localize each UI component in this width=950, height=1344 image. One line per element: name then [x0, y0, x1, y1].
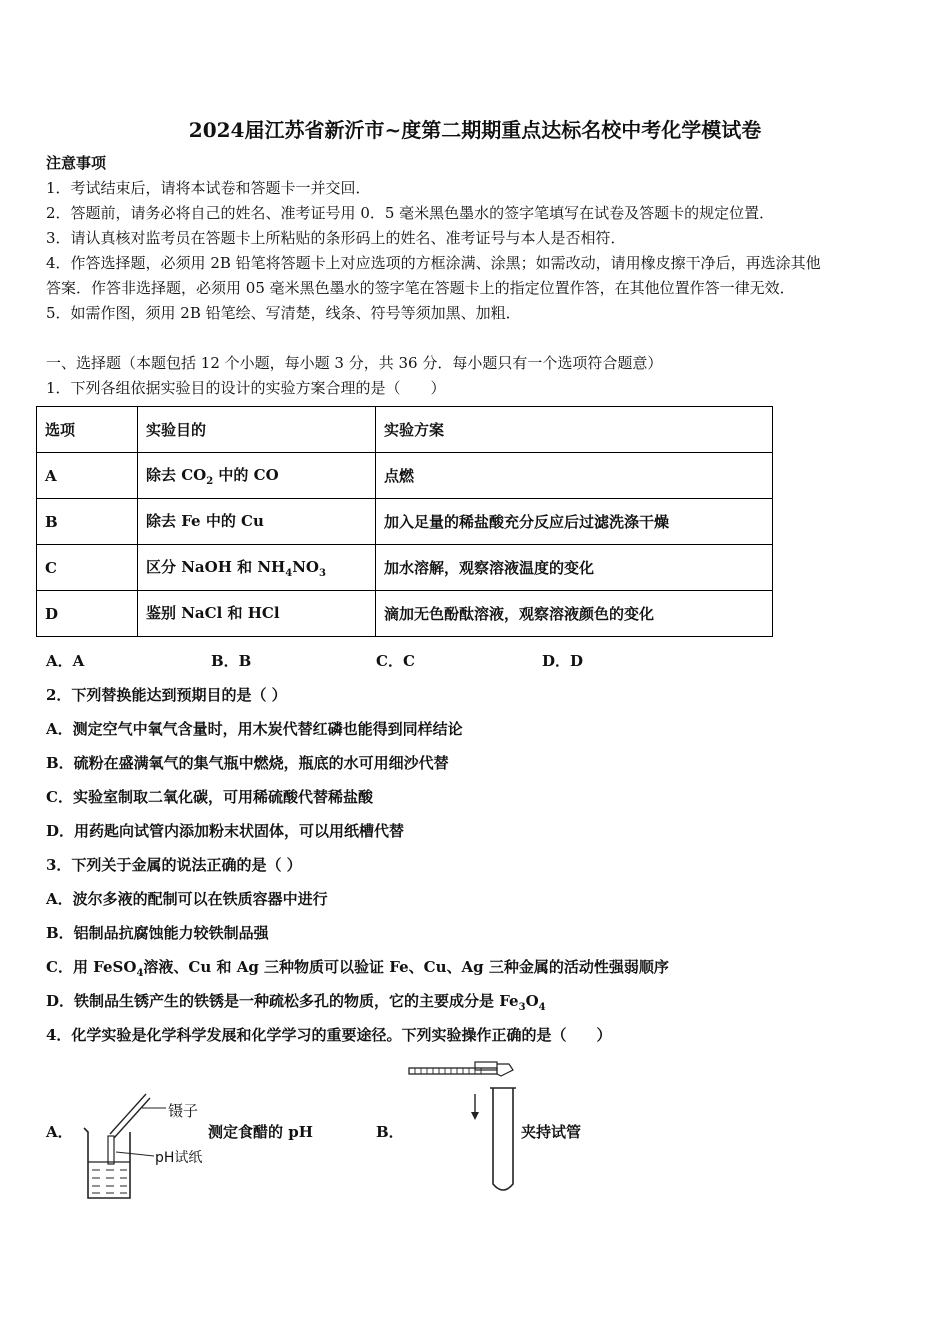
plan-cell: 点燃: [376, 453, 773, 499]
page-title: 2024届江苏省新沂市~度第二期期重点达标名校中考化学模试卷: [188, 118, 762, 142]
q4-option-b-caption: 夹持试管: [521, 1123, 582, 1141]
option-cell: A: [37, 453, 138, 499]
header-cell: 实验方案: [376, 407, 773, 453]
plan-cell: 滴加无色酚酞溶液，观察溶液颜色的变化: [376, 591, 773, 637]
notice-item-2: 2．答题前，请务必将自己的姓名、准考证号用 0．5 毫米黑色墨水的签字笔填写在试卷及答题卡的规定位置．: [46, 204, 775, 222]
table-header-row: [37, 407, 773, 453]
q4-option-b-label: B．: [376, 1123, 404, 1141]
notice-item-1: 1．考试结束后，请将本试卷和答题卡一并交回．: [46, 179, 371, 197]
q1-answer-c: C．C: [376, 652, 415, 670]
q2-stem: 2．下列替换能达到预期目的是（ ）: [46, 686, 287, 704]
q1-answer-d: D．D: [542, 652, 584, 670]
q3-stem: 3．下列关于金属的说法正确的是（ ）: [46, 856, 302, 874]
section-heading: 一、选择题（本题包括 12 个小题，每小题 3 分，共 36 分．每小题只有一个选项符合题意）: [46, 354, 663, 372]
purpose-cell: 区分 NaOH 和 $NH_4NO_3$: [138, 545, 376, 591]
q3-option-c: C．用 FeSO$_4$溶液、Cu 和 Ag 三种物质可以验证 Fe、Cu、Ag 三种金属的活动性强弱顺序: [46, 958, 669, 979]
table-row: [37, 453, 773, 499]
q1-table: [36, 406, 773, 637]
q2-option-c: C．实验室制取二氧化碳，可用稀硫酸代替稀盐酸: [46, 788, 373, 806]
purpose-cell: 鉴别 NaCl 和 HCl: [138, 591, 376, 637]
q4-option-a-caption: 测定食醋的 pH: [208, 1123, 313, 1141]
notice-item-5: 5．如需作图，须用 2B 铅笔绘、写清楚，线条、符号等须加黑、加粗．: [46, 304, 521, 322]
test-tube-holder-figure: [405, 1058, 520, 1198]
q3-option-d: D．铁制品生锈产生的铁锈是一种疏松多孔的物质，它的主要成分是 $Fe_3O_4$: [46, 992, 546, 1013]
q3-option-b: B．铝制品抗腐蚀能力较铁制品强: [46, 924, 269, 942]
option-cell: C: [37, 545, 138, 591]
ph-paper-label: pH试纸: [155, 1150, 203, 1166]
notice-item-4: 4．作答选择题，必须用 2B 铅笔将答题卡上对应选项的方框涂满、涂黑；如需改动，请用橡皮擦干净后，再选涂其他: [46, 254, 821, 272]
q1-answer-a: A．A: [46, 652, 85, 670]
q3-option-a: A．波尔多液的配制可以在铁质容器中进行: [46, 890, 328, 908]
purpose-cell: 除去 $CO_2$ 中的 CO: [138, 453, 376, 499]
table-row: [37, 545, 773, 591]
q4-stem: 4．化学实验是化学科学发展和化学学习的重要途径。下列实验操作正确的是（ ）: [46, 1026, 612, 1044]
header-cell: 选项: [37, 407, 138, 453]
q4-option-a-label: A．: [46, 1123, 73, 1141]
table-row: [37, 591, 773, 637]
option-cell: B: [37, 499, 138, 545]
purpose-cell: 除去 Fe 中的 Cu: [138, 499, 376, 545]
q2-option-a: A．测定空气中氧气含量时，用木炭代替红磷也能得到同样结论: [46, 720, 463, 738]
tweezer-label: 镊子: [168, 1102, 199, 1120]
q2-option-b: B．硫粉在盛满氧气的集气瓶中燃烧，瓶底的水可用细沙代替: [46, 754, 449, 772]
notice-heading: 注意事项: [46, 154, 107, 172]
option-cell: D: [37, 591, 138, 637]
header-cell: 实验目的: [138, 407, 376, 453]
q2-option-d: D．用药匙向试管内添加粉末状固体，可以用纸槽代替: [46, 822, 405, 840]
q1-stem: 1．下列各组依据实验目的设计的实验方案合理的是（ ）: [46, 379, 446, 397]
table-row: [37, 499, 773, 545]
notice-item-3: 3．请认真核对监考员在答题卡上所粘贴的条形码上的姓名、准考证号与本人是否相符．: [46, 229, 626, 247]
plan-cell: 加水溶解，观察溶液温度的变化: [376, 545, 773, 591]
notice-item-4-cont: 答案．作答非选择题，必须用 05 毫米黑色墨水的签字笔在答题卡上的指定位置作答，在其他位置作答一律无效．: [46, 279, 795, 297]
q1-answer-b: B．B: [211, 652, 252, 670]
plan-cell: 加入足量的稀盐酸充分反应后过滤洗涤干燥: [376, 499, 773, 545]
